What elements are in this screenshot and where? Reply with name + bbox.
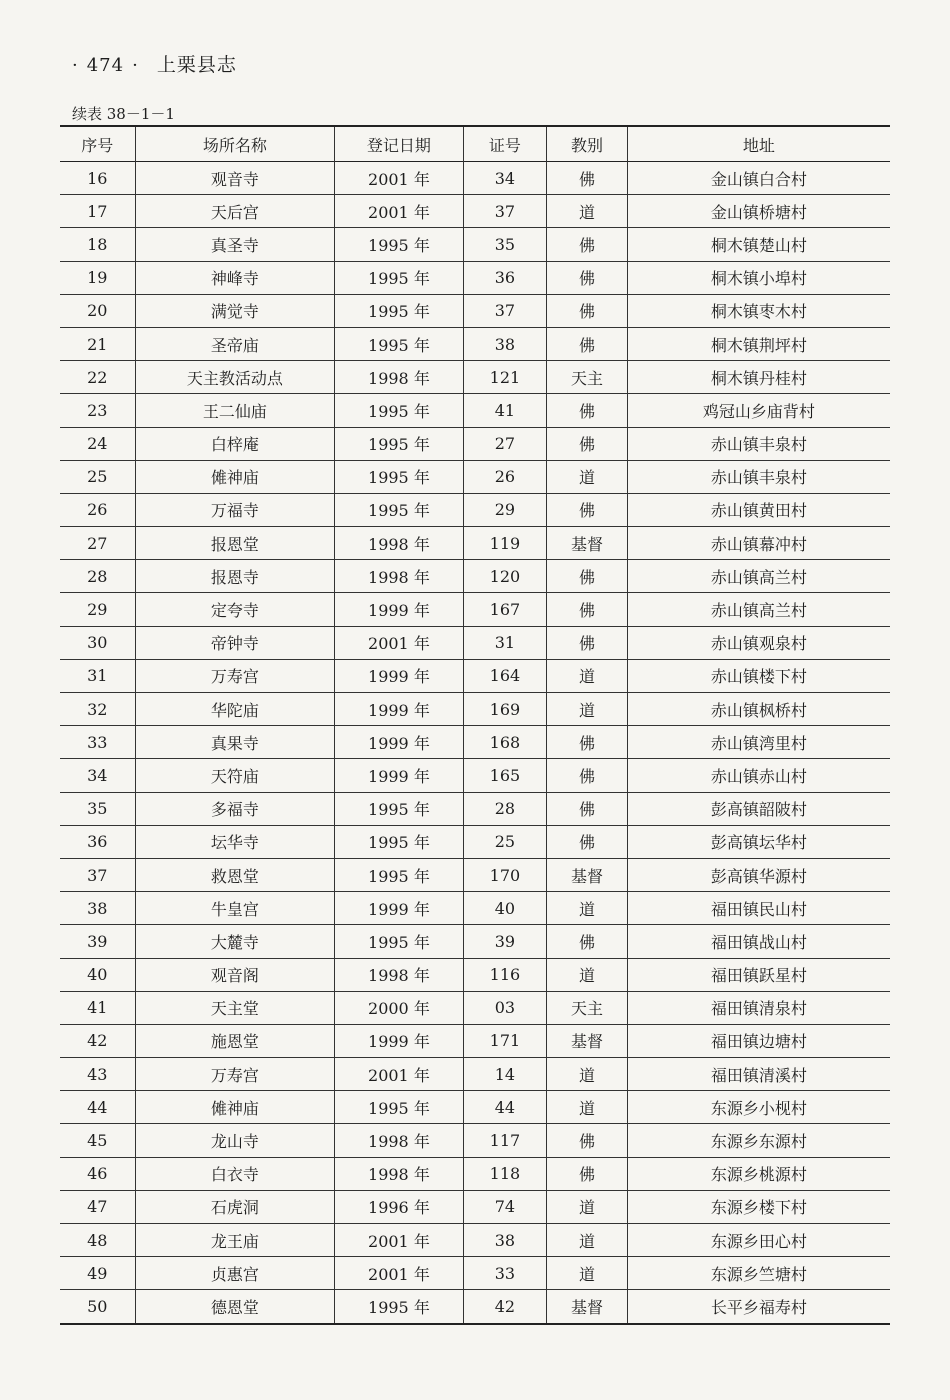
- cell-name: 坛华寺: [135, 825, 335, 858]
- cell-number: 30: [60, 626, 135, 659]
- cell-number: 32: [60, 693, 135, 726]
- table-row: [60, 560, 890, 593]
- cell-religion: 佛: [547, 726, 628, 759]
- cell-cert: 38: [463, 327, 547, 360]
- cell-cert: 44: [463, 1091, 547, 1124]
- cell-date: 1999 年: [335, 892, 463, 925]
- col-header-religion: 教别: [547, 126, 628, 162]
- cell-cert: 170: [463, 858, 547, 891]
- cell-name: 天主堂: [135, 991, 335, 1024]
- cell-name: 白梓庵: [135, 427, 335, 460]
- cell-date: 1995 年: [335, 1091, 463, 1124]
- cell-number: 20: [60, 294, 135, 327]
- cell-address: 东源乡楼下村: [627, 1190, 890, 1223]
- cell-cert: 41: [463, 394, 547, 427]
- table-row: [60, 493, 890, 526]
- cell-address: 赤山镇赤山村: [627, 759, 890, 792]
- cell-number: 17: [60, 195, 135, 228]
- cell-name: 天符庙: [135, 759, 335, 792]
- cell-cert: 27: [463, 427, 547, 460]
- cell-date: 1999 年: [335, 593, 463, 626]
- cell-address: 赤山镇湾里村: [627, 726, 890, 759]
- cell-name: 观音寺: [135, 162, 335, 195]
- col-header-date: 登记日期: [335, 126, 463, 162]
- cell-name: 龙王庙: [135, 1224, 335, 1257]
- cell-religion: 佛: [547, 825, 628, 858]
- cell-address: 彭高镇坛华村: [627, 825, 890, 858]
- table-row: [60, 427, 890, 460]
- cell-religion: 基督: [547, 527, 628, 560]
- cell-date: 1995 年: [335, 261, 463, 294]
- cell-date: 1998 年: [335, 1124, 463, 1157]
- table-row: [60, 991, 890, 1024]
- cell-name: 万寿宫: [135, 1058, 335, 1091]
- cell-name: 帝钟寺: [135, 626, 335, 659]
- table-row: [60, 659, 890, 692]
- cell-address: 赤山镇高兰村: [627, 560, 890, 593]
- cell-address: 赤山镇枫桥村: [627, 693, 890, 726]
- cell-cert: 03: [463, 991, 547, 1024]
- cell-number: 40: [60, 958, 135, 991]
- cell-date: 1995 年: [335, 427, 463, 460]
- cell-date: 2001 年: [335, 626, 463, 659]
- cell-name: 圣帝庙: [135, 327, 335, 360]
- cell-cert: 119: [463, 527, 547, 560]
- cell-number: 43: [60, 1058, 135, 1091]
- cell-address: 赤山镇黄田村: [627, 493, 890, 526]
- cell-address: 彭高镇韶陂村: [627, 792, 890, 825]
- cell-date: 1998 年: [335, 361, 463, 394]
- cell-address: 桐木镇荆坪村: [627, 327, 890, 360]
- cell-number: 26: [60, 493, 135, 526]
- table-row: [60, 228, 890, 261]
- cell-date: 2000 年: [335, 991, 463, 1024]
- cell-date: 1999 年: [335, 1024, 463, 1057]
- cell-number: 39: [60, 925, 135, 958]
- table-row: [60, 726, 890, 759]
- cell-cert: 116: [463, 958, 547, 991]
- cell-religion: 道: [547, 460, 628, 493]
- cell-cert: 167: [463, 593, 547, 626]
- cell-cert: 74: [463, 1190, 547, 1223]
- cell-number: 23: [60, 394, 135, 427]
- cell-number: 44: [60, 1091, 135, 1124]
- cell-name: 万寿宫: [135, 659, 335, 692]
- cell-number: 28: [60, 560, 135, 593]
- cell-number: 48: [60, 1224, 135, 1257]
- cell-date: 1996 年: [335, 1190, 463, 1223]
- cell-date: 1995 年: [335, 925, 463, 958]
- cell-number: 27: [60, 527, 135, 560]
- table-row: [60, 1290, 890, 1324]
- cell-cert: 36: [463, 261, 547, 294]
- cell-date: 1995 年: [335, 825, 463, 858]
- table-row: [60, 1091, 890, 1124]
- cell-religion: 道: [547, 1058, 628, 1091]
- cell-name: 施恩堂: [135, 1024, 335, 1057]
- cell-number: 25: [60, 460, 135, 493]
- table-row: [60, 958, 890, 991]
- cell-address: 赤山镇楼下村: [627, 659, 890, 692]
- cell-date: 2001 年: [335, 1058, 463, 1091]
- cell-religion: 佛: [547, 792, 628, 825]
- table-row: [60, 858, 890, 891]
- cell-number: 46: [60, 1157, 135, 1190]
- table-row: [60, 1124, 890, 1157]
- cell-address: 福田镇战山村: [627, 925, 890, 958]
- cell-name: 报恩寺: [135, 560, 335, 593]
- cell-name: 定夸寺: [135, 593, 335, 626]
- cell-number: 29: [60, 593, 135, 626]
- cell-address: 福田镇清泉村: [627, 991, 890, 1024]
- cell-cert: 121: [463, 361, 547, 394]
- cell-name: 万福寺: [135, 493, 335, 526]
- cell-date: 1995 年: [335, 460, 463, 493]
- cell-name: 天主教活动点: [135, 361, 335, 394]
- cell-religion: 道: [547, 892, 628, 925]
- cell-date: 1995 年: [335, 858, 463, 891]
- cell-date: 1999 年: [335, 659, 463, 692]
- cell-number: 36: [60, 825, 135, 858]
- cell-date: 2001 年: [335, 195, 463, 228]
- cell-religion: 佛: [547, 261, 628, 294]
- cell-religion: 佛: [547, 560, 628, 593]
- cell-address: 福田镇清溪村: [627, 1058, 890, 1091]
- cell-religion: 佛: [547, 626, 628, 659]
- cell-date: 1999 年: [335, 693, 463, 726]
- cell-address: 福田镇民山村: [627, 892, 890, 925]
- cell-address: 赤山镇观泉村: [627, 626, 890, 659]
- cell-address: 东源乡桃源村: [627, 1157, 890, 1190]
- cell-number: 35: [60, 792, 135, 825]
- cell-religion: 道: [547, 958, 628, 991]
- cell-cert: 40: [463, 892, 547, 925]
- table-row: [60, 527, 890, 560]
- cell-cert: 35: [463, 228, 547, 261]
- page-number: 474: [86, 55, 125, 76]
- cell-number: 42: [60, 1024, 135, 1057]
- cell-date: 1995 年: [335, 1290, 463, 1324]
- cell-cert: 38: [463, 1224, 547, 1257]
- cell-cert: 34: [463, 162, 547, 195]
- cell-cert: 37: [463, 195, 547, 228]
- cell-address: 赤山镇幕冲村: [627, 527, 890, 560]
- cell-address: 赤山镇高兰村: [627, 593, 890, 626]
- cell-date: 2001 年: [335, 1257, 463, 1290]
- cell-religion: 基督: [547, 858, 628, 891]
- cell-religion: 基督: [547, 1024, 628, 1057]
- table-row: [60, 792, 890, 825]
- table-row: [60, 1058, 890, 1091]
- table-row: [60, 892, 890, 925]
- cell-address: 东源乡竺塘村: [627, 1257, 890, 1290]
- cell-number: 18: [60, 228, 135, 261]
- cell-cert: 28: [463, 792, 547, 825]
- page-header: [72, 50, 237, 77]
- cell-number: 37: [60, 858, 135, 891]
- cell-address: 桐木镇枣木村: [627, 294, 890, 327]
- cell-cert: 164: [463, 659, 547, 692]
- col-header-address: 地址: [627, 126, 890, 162]
- table-row: [60, 294, 890, 327]
- cell-religion: 佛: [547, 1124, 628, 1157]
- cell-number: 34: [60, 759, 135, 792]
- cell-address: 彭高镇华源村: [627, 858, 890, 891]
- cell-address: 长平乡福寿村: [627, 1290, 890, 1324]
- table-row: [60, 825, 890, 858]
- col-header-number: 序号: [81, 135, 114, 155]
- cell-cert: 39: [463, 925, 547, 958]
- cell-address: 金山镇桥塘村: [627, 195, 890, 228]
- cell-date: 1998 年: [335, 958, 463, 991]
- cell-number: 21: [60, 327, 135, 360]
- table-row: [60, 394, 890, 427]
- book-title: 上栗县志: [156, 54, 237, 76]
- cell-religion: 道: [547, 1257, 628, 1290]
- cell-cert: 31: [463, 626, 547, 659]
- cell-name: 真圣寺: [135, 228, 335, 261]
- cell-name: 神峰寺: [135, 261, 335, 294]
- cell-cert: 25: [463, 825, 547, 858]
- cell-cert: 14: [463, 1058, 547, 1091]
- cell-religion: 道: [547, 1091, 628, 1124]
- cell-address: 东源乡小枧村: [627, 1091, 890, 1124]
- col-header-name: 场所名称: [135, 126, 335, 162]
- cell-cert: 29: [463, 493, 547, 526]
- cell-name: 傩神庙: [135, 460, 335, 493]
- cell-religion: 道: [547, 1190, 628, 1223]
- cell-cert: 42: [463, 1290, 547, 1324]
- cell-religion: 道: [547, 659, 628, 692]
- cell-name: 多福寺: [135, 792, 335, 825]
- cell-religion: 佛: [547, 427, 628, 460]
- cell-number: 33: [60, 726, 135, 759]
- cell-number: 19: [60, 261, 135, 294]
- cell-religion: 佛: [547, 1157, 628, 1190]
- cell-name: 救恩堂: [135, 858, 335, 891]
- cell-date: 2001 年: [335, 162, 463, 195]
- table-row: [60, 1024, 890, 1057]
- cell-address: 金山镇白合村: [627, 162, 890, 195]
- table-row: [60, 1157, 890, 1190]
- cell-date: 1999 年: [335, 726, 463, 759]
- cell-address: 鸡冠山乡庙背村: [627, 394, 890, 427]
- table-row: [60, 626, 890, 659]
- header-dot: ·: [72, 55, 79, 76]
- table-row: [60, 759, 890, 792]
- cell-religion: 佛: [547, 925, 628, 958]
- cell-number: 47: [60, 1190, 135, 1223]
- cell-cert: 117: [463, 1124, 547, 1157]
- cell-address: 桐木镇丹桂村: [627, 361, 890, 394]
- cell-address: 桐木镇楚山村: [627, 228, 890, 261]
- cell-cert: 168: [463, 726, 547, 759]
- cell-cert: 26: [463, 460, 547, 493]
- religious-sites-table: [60, 125, 890, 1325]
- cell-address: 东源乡田心村: [627, 1224, 890, 1257]
- cell-cert: 33: [463, 1257, 547, 1290]
- cell-name: 华陀庙: [135, 693, 335, 726]
- col-header-cert: 证号: [463, 126, 547, 162]
- cell-cert: 118: [463, 1157, 547, 1190]
- cell-number: 22: [60, 361, 135, 394]
- cell-religion: 佛: [547, 228, 628, 261]
- cell-cert: 171: [463, 1024, 547, 1057]
- cell-name: 观音阁: [135, 958, 335, 991]
- cell-number: 50: [60, 1290, 135, 1324]
- cell-date: 1995 年: [335, 228, 463, 261]
- cell-religion: 天主: [547, 361, 628, 394]
- cell-date: 1998 年: [335, 527, 463, 560]
- cell-name: 傩神庙: [135, 1091, 335, 1124]
- cell-date: 1995 年: [335, 394, 463, 427]
- cell-cert: 169: [463, 693, 547, 726]
- cell-religion: 道: [547, 195, 628, 228]
- cell-number: 31: [60, 659, 135, 692]
- cell-date: 2001 年: [335, 1224, 463, 1257]
- cell-religion: 基督: [547, 1290, 628, 1324]
- cell-address: 福田镇边塘村: [627, 1024, 890, 1057]
- cell-date: 1995 年: [335, 327, 463, 360]
- cell-name: 满觉寺: [135, 294, 335, 327]
- cell-name: 贞惠宫: [135, 1257, 335, 1290]
- cell-date: 1998 年: [335, 560, 463, 593]
- cell-address: 东源乡东源村: [627, 1124, 890, 1157]
- table-row: [60, 195, 890, 228]
- cell-date: 1995 年: [335, 294, 463, 327]
- cell-religion: 佛: [547, 162, 628, 195]
- cell-address: 福田镇跃星村: [627, 958, 890, 991]
- table-body: [60, 162, 890, 1324]
- cell-number: 16: [60, 162, 135, 195]
- cell-number: 38: [60, 892, 135, 925]
- cell-name: 天后宫: [135, 195, 335, 228]
- table-row: [60, 261, 890, 294]
- table-row: [60, 593, 890, 626]
- table-row: [60, 460, 890, 493]
- cell-cert: 120: [463, 560, 547, 593]
- cell-name: 真果寺: [135, 726, 335, 759]
- table-row: [60, 327, 890, 360]
- cell-name: 大麓寺: [135, 925, 335, 958]
- cell-address: 赤山镇丰泉村: [627, 460, 890, 493]
- cell-address: 赤山镇丰泉村: [627, 427, 890, 460]
- cell-number: 41: [60, 991, 135, 1024]
- cell-name: 王二仙庙: [135, 394, 335, 427]
- cell-name: 德恩堂: [135, 1290, 335, 1324]
- cell-religion: 道: [547, 1224, 628, 1257]
- cell-date: 1999 年: [335, 759, 463, 792]
- header-dot: ·: [132, 55, 139, 76]
- table-row: [60, 162, 890, 195]
- cell-religion: 佛: [547, 759, 628, 792]
- cell-date: 1995 年: [335, 792, 463, 825]
- cell-cert: 37: [463, 294, 547, 327]
- table-row: [60, 693, 890, 726]
- cell-date: 1998 年: [335, 1157, 463, 1190]
- cell-name: 龙山寺: [135, 1124, 335, 1157]
- cell-name: 白衣寺: [135, 1157, 335, 1190]
- cell-name: 牛皇宫: [135, 892, 335, 925]
- table-row: [60, 925, 890, 958]
- cell-religion: 天主: [547, 991, 628, 1024]
- cell-date: 1995 年: [335, 493, 463, 526]
- table-header-row: [60, 126, 890, 162]
- cell-name: 报恩堂: [135, 527, 335, 560]
- table-row: [60, 361, 890, 394]
- cell-address: 桐木镇小埠村: [627, 261, 890, 294]
- cell-religion: 佛: [547, 394, 628, 427]
- cell-religion: 佛: [547, 327, 628, 360]
- cell-religion: 佛: [547, 593, 628, 626]
- table-row: [60, 1257, 890, 1290]
- cell-name: 石虎洞: [135, 1190, 335, 1223]
- cell-religion: 佛: [547, 294, 628, 327]
- table-caption: 续表 38－1－1: [72, 105, 175, 123]
- table-row: [60, 1224, 890, 1257]
- cell-number: 45: [60, 1124, 135, 1157]
- cell-cert: 165: [463, 759, 547, 792]
- cell-number: 49: [60, 1257, 135, 1290]
- cell-religion: 佛: [547, 493, 628, 526]
- cell-religion: 道: [547, 693, 628, 726]
- table-row: [60, 1190, 890, 1223]
- cell-number: 24: [60, 427, 135, 460]
